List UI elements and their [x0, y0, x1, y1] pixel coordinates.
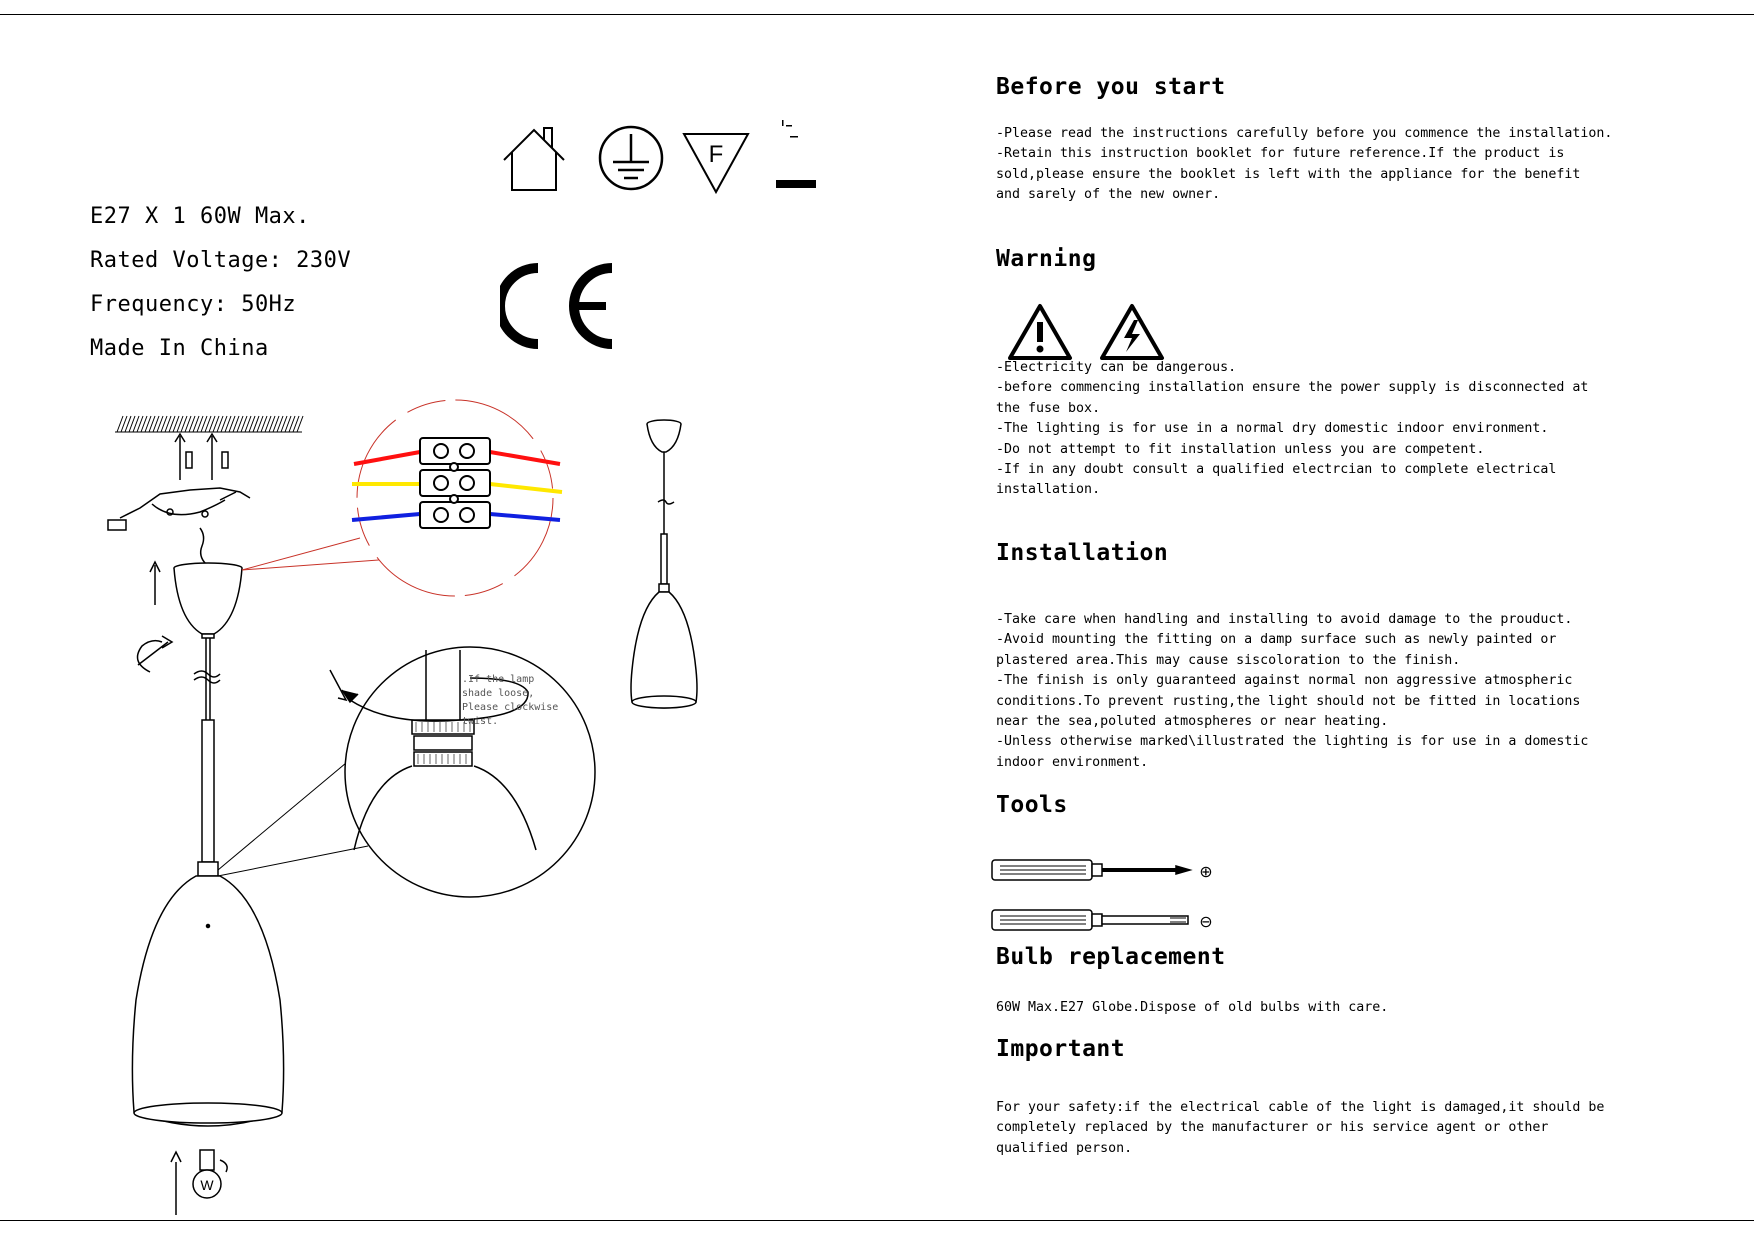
bulb-replacement-text [996, 998, 1696, 1018]
wire-connector-detail [352, 400, 562, 596]
warning-icons [1008, 302, 1178, 362]
lamp-shade [132, 876, 283, 1126]
installation-line-8: indoor environment. [996, 754, 1149, 770]
bulb-replacement-detail [171, 1150, 227, 1215]
installation-line-2: -Avoid mounting the fitting on a damp surface such as newly painted or [996, 632, 1557, 648]
ce-mark-icon [500, 262, 620, 350]
assembly-diagram [90, 380, 710, 1220]
flat-label: ⊖ [1199, 912, 1213, 931]
assembled-lamp-thumbnail [631, 420, 697, 708]
warning-line-2: -before commencing installation ensure the power supply is disconnected at [996, 380, 1589, 396]
exclamation-warning-icon [1010, 306, 1070, 358]
phillips-label: ⊕ [1199, 862, 1213, 881]
warning-line-5: -Do not attempt to fit installation unless you are competent. [996, 441, 1485, 457]
important-line-3: qualified person. [996, 1140, 1133, 1156]
important-text [996, 1098, 1696, 1159]
phillips-screwdriver-icon [992, 860, 1190, 880]
f-mark-triangle-icon [684, 134, 748, 192]
warning-title: Warning [996, 246, 1097, 272]
shade-note-1: .If the lamp [462, 674, 535, 685]
earth-ground-icon [600, 127, 662, 189]
shade-note-3: Please clockwise [462, 702, 559, 713]
bulb-mark: W [200, 1177, 214, 1193]
before-you-start-text [996, 124, 1696, 206]
tools-title: Tools [996, 792, 1068, 818]
f-mark-letter: F [708, 141, 724, 168]
installation-title: Installation [996, 540, 1169, 566]
installation-line-3: plastered area.This may cause siscoloration to the finish. [996, 652, 1461, 668]
certification-symbols [496, 118, 836, 203]
bottom-rule [0, 1220, 1754, 1221]
installation-text [996, 610, 1696, 773]
flat-screwdriver-icon [992, 910, 1188, 930]
top-rule [0, 14, 1754, 15]
installation-line-6: near the sea,poluted atmospheres or near heating. [996, 714, 1389, 730]
installation-line-4: -The finish is only guaranteed against normal non aggressive atmospheric [996, 673, 1573, 689]
shade-note-4: twist. [462, 716, 499, 727]
bulb-line-1: 60W Max.E27 Globe.Dispose of old bulbs with care. [996, 1000, 1389, 1015]
important-line-1: For your safety:if the electrical cable of the light is damaged,it should be [996, 1100, 1605, 1115]
arrow-up-canopy [150, 562, 160, 605]
ceiling-hatch [115, 416, 303, 432]
ceiling-screws [175, 434, 228, 480]
warning-line-7: installation. [996, 482, 1101, 498]
warning-line-4: -The lighting is for use in a normal dry domestic indoor environment. [996, 421, 1549, 437]
tools-illustration [990, 856, 1230, 946]
before-line-3: sold,please ensure the booklet is left with the appliance for the benefit [996, 166, 1581, 182]
installation-line-7: -Unless otherwise marked\illustrated the lighting is for use in a domestic [996, 734, 1589, 750]
canopy [174, 528, 242, 638]
before-line-2: -Retain this instruction booklet for future reference.If the product is [996, 146, 1565, 162]
class-symbol-icon [776, 120, 816, 188]
electric-shock-warning-icon [1102, 306, 1162, 358]
spec-frequency: Frequency: 50Hz [90, 292, 297, 317]
spec-origin: Made In China [90, 336, 269, 361]
installation-line-5: conditions.To prevent rusting,the light should not be fitted in locations [996, 693, 1581, 709]
shade-note-2: shade loose, [462, 688, 535, 699]
before-line-1: -Please read the instructions carefully before you commence the installation. [996, 126, 1613, 141]
mounting-bracket [108, 488, 250, 530]
indoor-use-house-icon [504, 128, 564, 190]
installation-line-1: -Take care when handling and installing to avoid damage to the prouduct. [996, 612, 1573, 627]
canopy-twist-arrow [138, 636, 173, 672]
warning-line-1: -Electricity can be dangerous. [996, 360, 1237, 375]
warning-text [996, 358, 1696, 501]
spec-bulb: E27 X 1 60W Max. [90, 204, 310, 229]
before-you-start-title: Before you start [996, 74, 1226, 100]
shade-tightening-detail [330, 647, 595, 897]
warning-line-3: the fuse box. [996, 400, 1101, 416]
before-line-4: and sarely of the new owner. [996, 187, 1221, 203]
important-line-2: completely replaced by the manufacturer or his service agent or other [996, 1120, 1549, 1136]
bulb-replacement-title: Bulb replacement [996, 944, 1226, 970]
spec-voltage: Rated Voltage: 230V [90, 248, 352, 273]
pendant-cable-rod [194, 638, 220, 876]
warning-line-6: -If in any doubt consult a qualified electrcian to complete electrical [996, 462, 1557, 478]
spec-block [90, 195, 351, 371]
important-title: Important [996, 1036, 1126, 1062]
